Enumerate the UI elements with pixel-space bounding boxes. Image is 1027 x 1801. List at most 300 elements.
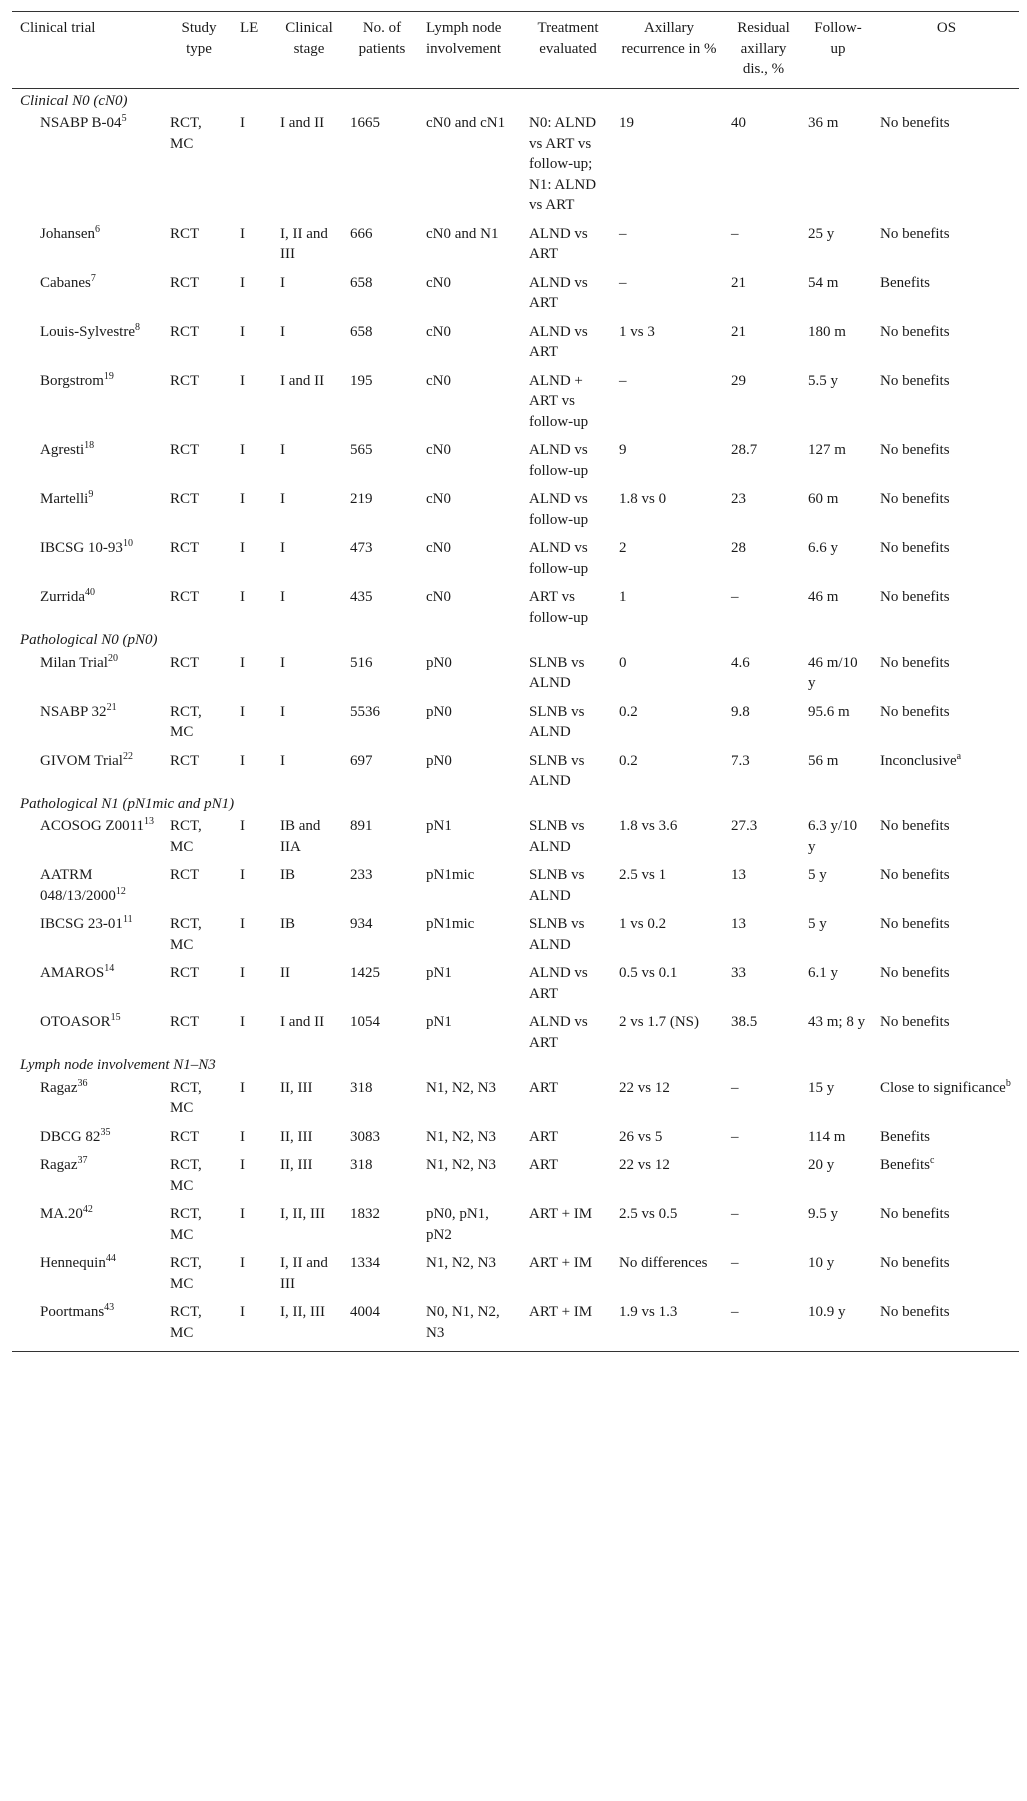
cell-study-type: RCT, MC (170, 818, 202, 855)
cell-treatment: ART + IM (523, 1294, 613, 1352)
cell-clinical-stage: I (280, 491, 285, 507)
cell-study-type: RCT (170, 1128, 200, 1145)
os-value: No benefits (880, 703, 950, 720)
cell-patients: 1665 (350, 115, 380, 131)
os-value: No benefits (880, 491, 950, 507)
cell-axillary-recurrence: 1.8 vs 0 (619, 491, 667, 507)
cell-clinical-stage: I and II (280, 115, 325, 131)
cell-os (874, 530, 1019, 579)
cell-axillary-recurrence: 1.9 vs 1.3 (613, 1294, 725, 1352)
cell-patients: 5536 (350, 703, 380, 720)
os-value: No benefits (880, 654, 950, 671)
cell-trial (12, 530, 164, 579)
cell-residual-disease: – (731, 1128, 739, 1145)
header-follow-up: Follow-up (802, 12, 874, 89)
cell-follow-up: 6.6 y (808, 540, 838, 556)
table-row (12, 651, 1019, 694)
cell-clinical-stage: I (280, 323, 285, 340)
cell-clinical-stage: I, II and III (280, 1255, 328, 1292)
cell-le: I (240, 703, 245, 720)
trial-name: ACOSOG Z0011 (40, 818, 145, 834)
cell-os (874, 955, 1019, 1004)
header-axillary-recurrence: Axillary recurrence in % (613, 12, 725, 89)
header-study-type: Study type (164, 12, 234, 89)
cell-treatment: ART (529, 1128, 559, 1145)
cell-study-type: RCT (170, 867, 200, 883)
cell-residual-disease: – (731, 589, 739, 605)
cell-clinical-stage: II, III (280, 1128, 313, 1145)
cell-le: I (240, 372, 245, 389)
cell-axillary-recurrence: 1.8 vs 3.6 (619, 818, 678, 834)
reference-number: 22 (122, 750, 133, 762)
cell-treatment: SLNB vs ALND (529, 818, 585, 855)
cell-follow-up: 180 m (808, 323, 846, 340)
header-clinical-trial: Clinical trial (12, 12, 164, 89)
cell-residual-disease: – (731, 1255, 739, 1271)
cell-trial (12, 743, 164, 792)
reference-number: 5 (121, 113, 127, 124)
cell-residual-disease: 29 (731, 372, 746, 389)
cell-residual-disease: 38.5 (731, 1014, 758, 1030)
cell-clinical-stage: I, II and III (280, 225, 328, 262)
cell-patients: 318 (350, 1157, 373, 1173)
cell-trial (12, 1076, 164, 1119)
section-header-row (12, 792, 1019, 815)
header-lymph-node-involvement: Lymph node involvement (420, 12, 523, 89)
reference-number: 10 (122, 538, 133, 549)
cell-treatment: ALND vs ART (529, 1014, 588, 1051)
table-row (12, 314, 1019, 363)
cell-study-type: RCT, MC (164, 1294, 234, 1352)
cell-lymph-node: pN0 (426, 752, 452, 769)
cell-clinical-stage: I and II (280, 372, 325, 389)
cell-follow-up: 60 m (808, 491, 839, 507)
cell-clinical-stage: I, II, III (274, 1294, 344, 1352)
trial-name: Poortmans (40, 1304, 105, 1320)
cell-clinical-stage: IB and IIA (280, 818, 321, 855)
cell-patients: 666 (350, 225, 373, 242)
cell-study-type: RCT, MC (170, 1255, 202, 1292)
cell-axillary-recurrence: 9 (619, 442, 627, 458)
cell-lymph-node: N1, N2, N3 (426, 1255, 496, 1271)
table-row (12, 111, 1019, 216)
cell-trial (12, 216, 164, 265)
cell-patients: 516 (350, 654, 373, 671)
cell-le: I (240, 1255, 245, 1271)
cell-clinical-stage: II, III (280, 1079, 313, 1096)
cell-clinical-stage: I (280, 703, 285, 720)
cell-follow-up: 95.6 m (808, 703, 850, 720)
reference-number: 6 (95, 223, 100, 235)
cell-residual-disease: 9.8 (731, 703, 750, 720)
cell-patients: 233 (350, 867, 373, 883)
cell-axillary-recurrence: 2 vs 1.7 (NS) (619, 1014, 700, 1030)
cell-study-type: RCT, MC (170, 1079, 202, 1116)
cell-os (874, 579, 1019, 628)
cell-os (874, 1076, 1019, 1119)
cell-le: I (234, 1294, 274, 1352)
trial-name: NSABP B-04 (40, 115, 122, 131)
os-value: No benefits (880, 867, 950, 883)
cell-study-type: RCT (170, 442, 200, 458)
cell-study-type: RCT, MC (170, 115, 202, 152)
cell-treatment: ART (529, 1157, 559, 1173)
cell-trial (12, 111, 164, 216)
table-body (12, 88, 1019, 1352)
cell-axillary-recurrence: 22 vs 12 (619, 1157, 670, 1173)
cell-follow-up: 36 m (808, 115, 839, 131)
reference-number: 19 (103, 370, 114, 382)
cell-follow-up: 54 m (808, 274, 839, 291)
trial-name: AATRM 048/13/2000 (40, 867, 116, 904)
cell-follow-up: 6.1 y (808, 965, 838, 981)
cell-le: I (240, 654, 245, 671)
cell-axillary-recurrence: 2.5 vs 0.5 (619, 1206, 678, 1222)
cell-os (874, 857, 1019, 906)
cell-lymph-node: cN0 (426, 323, 451, 340)
cell-axillary-recurrence: – (619, 274, 627, 291)
cell-treatment: SLNB vs ALND (529, 916, 585, 953)
cell-le: I (240, 115, 245, 131)
os-value: No benefits (880, 225, 950, 242)
cell-os (874, 743, 1019, 792)
cell-residual-disease: 23 (731, 491, 746, 507)
cell-study-type: RCT, MC (170, 1157, 202, 1194)
cell-os (874, 481, 1019, 530)
section-title: Pathological N1 (pN1mic and pN1) (20, 795, 235, 812)
reference-number: 40 (84, 587, 95, 598)
cell-clinical-stage: I (280, 752, 285, 769)
cell-clinical-stage: IB (280, 916, 295, 932)
reference-number: 8 (135, 321, 140, 333)
table-row (12, 955, 1019, 1004)
cell-patients: 934 (350, 916, 373, 932)
table-row (12, 1294, 1019, 1352)
os-footnote-marker: c (930, 1155, 935, 1166)
cell-trial (12, 955, 164, 1004)
table-row (12, 1119, 1019, 1148)
cell-lymph-node: pN0 (426, 703, 452, 720)
cell-follow-up: 5 y (808, 867, 827, 883)
header-no-of-patients: No. of patients (344, 12, 420, 89)
reference-number: 43 (104, 1302, 115, 1313)
cell-os (874, 265, 1019, 314)
cell-trial (12, 314, 164, 363)
cell-residual-disease: 7.3 (731, 752, 750, 769)
cell-study-type: RCT (170, 225, 200, 242)
cell-os (874, 363, 1019, 433)
cell-lymph-node: cN0 (426, 491, 451, 507)
cell-patients: 658 (350, 274, 373, 291)
table-row (12, 1196, 1019, 1245)
reference-number: 11 (122, 914, 133, 925)
os-value: No benefits (880, 372, 950, 389)
section-title: Lymph node involvement N1–N3 (20, 1057, 216, 1073)
section-title: Pathological N0 (pN0) (20, 632, 158, 648)
cell-treatment: SLNB vs ALND (529, 703, 585, 740)
section-header-row (12, 88, 1019, 111)
cell-treatment: SLNB vs ALND (529, 867, 585, 904)
cell-os (874, 1245, 1019, 1294)
cell-follow-up: 56 m (808, 752, 839, 769)
cell-lymph-node: N1, N2, N3 (426, 1079, 496, 1096)
cell-residual-disease: 13 (731, 916, 746, 932)
trial-name: AMAROS (40, 965, 105, 981)
cell-os (874, 814, 1019, 857)
cell-lymph-node: cN0 and N1 (426, 225, 499, 242)
cell-treatment: SLNB vs ALND (529, 654, 585, 691)
cell-trial (12, 1196, 164, 1245)
cell-residual-disease: – (731, 1206, 739, 1222)
cell-follow-up: 6.3 y/10 y (808, 818, 858, 855)
cell-treatment: ART (529, 1079, 559, 1096)
cell-axillary-recurrence: No differences (619, 1255, 708, 1271)
cell-lymph-node: pN1mic (426, 916, 475, 932)
cell-axillary-recurrence: 1 vs 0.2 (619, 916, 667, 932)
reference-number: 9 (88, 489, 94, 500)
os-value: No benefits (880, 323, 950, 340)
table-row (12, 265, 1019, 314)
cell-residual-disease: – (731, 225, 739, 242)
cell-residual-disease: 21 (731, 323, 746, 340)
cell-le: I (240, 1079, 245, 1096)
reference-number: 37 (77, 1155, 88, 1166)
cell-lymph-node: cN0 (426, 442, 451, 458)
reference-number: 13 (144, 816, 155, 827)
cell-axillary-recurrence: 2 (619, 540, 627, 556)
cell-axillary-recurrence: 0.2 (619, 703, 638, 720)
table-row (12, 906, 1019, 955)
cell-le: I (240, 867, 245, 883)
cell-lymph-node: pN1 (426, 818, 452, 834)
cell-treatment: ALND vs ART (529, 225, 588, 262)
cell-residual-disease: – (731, 1079, 739, 1096)
cell-le: I (240, 752, 245, 769)
cell-study-type: RCT (170, 274, 200, 291)
cell-patients: 219 (350, 491, 373, 507)
cell-residual-disease: 40 (731, 115, 746, 131)
reference-number: 7 (90, 272, 96, 284)
cell-follow-up: 43 m; 8 y (808, 1014, 866, 1030)
cell-lymph-node: N0, N1, N2, N3 (420, 1294, 523, 1352)
cell-study-type: RCT (170, 491, 200, 507)
cell-lymph-node: cN0 (426, 274, 451, 291)
trial-name: DBCG 82 (40, 1128, 101, 1145)
header-row (12, 12, 1019, 89)
cell-clinical-stage: I, II, III (280, 1206, 325, 1222)
reference-number: 21 (106, 701, 117, 713)
cell-treatment: N0: ALND vs ART vs follow-up; N1: ALND vs ART (529, 115, 597, 213)
cell-follow-up: 9.5 y (808, 1206, 838, 1222)
cell-treatment: ALND vs ART (529, 323, 588, 360)
cell-treatment: ART + IM (529, 1255, 593, 1271)
table-row (12, 1245, 1019, 1294)
cell-os (874, 1196, 1019, 1245)
trial-name: IBCSG 23-01 (40, 916, 123, 932)
cell-axillary-recurrence: 1 (619, 589, 627, 605)
cell-patients: 195 (350, 372, 373, 389)
os-value: No benefits (880, 916, 950, 932)
cell-le: I (240, 323, 245, 340)
cell-patients: 697 (350, 752, 373, 769)
cell-lymph-node: cN0 (426, 372, 451, 389)
trial-name: IBCSG 10-93 (40, 540, 123, 556)
cell-axillary-recurrence: 0.5 vs 0.1 (619, 965, 678, 981)
table-row (12, 814, 1019, 857)
header-treatment-evaluated: Treatment evaluated (523, 12, 613, 89)
cell-treatment: ALND vs follow-up (529, 491, 589, 528)
cell-trial (12, 265, 164, 314)
cell-treatment: ALND vs ART (529, 274, 588, 311)
cell-os (874, 111, 1019, 216)
cell-patients: 658 (350, 323, 373, 340)
table-row (12, 579, 1019, 628)
cell-le: I (240, 1128, 245, 1145)
cell-residual-disease: 33 (731, 965, 746, 981)
cell-treatment: ALND vs follow-up (529, 442, 589, 479)
trial-name: Borgstrom (40, 372, 104, 389)
table-row (12, 363, 1019, 433)
cell-os (874, 432, 1019, 481)
os-value: No benefits (880, 115, 950, 131)
os-value: Benefits (880, 274, 930, 291)
cell-lymph-node: cN0 (426, 589, 451, 605)
os-value: No benefits (880, 1304, 950, 1320)
cell-follow-up: 10 y (808, 1255, 835, 1271)
cell-clinical-stage: I and II (280, 1014, 325, 1030)
cell-lymph-node: pN0 (426, 654, 452, 671)
cell-trial (12, 857, 164, 906)
cell-patients: 1425 (350, 965, 380, 981)
cell-os (874, 1119, 1019, 1148)
cell-trial (12, 363, 164, 433)
cell-os (874, 694, 1019, 743)
os-value: No benefits (880, 818, 950, 834)
trial-name: Agresti (40, 442, 85, 458)
cell-clinical-stage: I (280, 540, 285, 556)
cell-residual-disease: 28.7 (731, 442, 758, 458)
os-value: Inconclusive (880, 752, 957, 769)
cell-lymph-node: cN0 and cN1 (426, 115, 506, 131)
cell-trial (12, 814, 164, 857)
reference-number: 42 (82, 1204, 93, 1215)
cell-patients: 435 (350, 589, 373, 605)
cell-treatment: ART vs follow-up (529, 589, 589, 626)
os-value: No benefits (880, 589, 950, 605)
cell-trial (12, 694, 164, 743)
cell-study-type: RCT (170, 323, 200, 340)
cell-os (874, 651, 1019, 694)
cell-patients: 473 (350, 540, 373, 556)
cell-clinical-stage: I (280, 589, 285, 605)
trial-name: Hennequin (40, 1255, 106, 1271)
cell-lymph-node: N1, N2, N3 (426, 1128, 496, 1145)
trial-name: Cabanes (40, 274, 91, 291)
cell-le: I (240, 589, 245, 605)
cell-le: I (240, 1206, 245, 1222)
section-header-row (12, 628, 1019, 651)
table-row (12, 1147, 1019, 1196)
cell-treatment: ALND + ART vs follow-up (529, 372, 589, 430)
trial-name: NSABP 32 (40, 703, 107, 720)
cell-treatment: ART + IM (529, 1206, 593, 1222)
trial-name: MA.20 (40, 1206, 83, 1222)
cell-axillary-recurrence: 22 vs 12 (619, 1079, 670, 1096)
cell-lymph-node: pN0, pN1, pN2 (426, 1206, 489, 1243)
cell-le: I (240, 274, 245, 291)
reference-number: 15 (110, 1012, 121, 1023)
header-le: LE (234, 12, 274, 89)
trial-name: Ragaz (40, 1157, 78, 1173)
trial-name: GIVOM Trial (40, 752, 123, 769)
trial-name: Louis-Sylvestre (40, 323, 135, 340)
cell-axillary-recurrence: 26 vs 5 (619, 1128, 663, 1145)
table-row (12, 432, 1019, 481)
cell-follow-up: 15 y (808, 1079, 835, 1096)
table-row (12, 743, 1019, 792)
cell-clinical-stage: II (280, 965, 290, 981)
cell-clinical-stage: I (280, 654, 285, 671)
cell-study-type: RCT (170, 965, 200, 981)
cell-follow-up: 114 m (808, 1128, 846, 1145)
reference-number: 12 (115, 885, 126, 897)
cell-trial (12, 579, 164, 628)
cell-patients: 318 (350, 1079, 373, 1096)
cell-os (874, 1147, 1019, 1196)
cell-patients: 4004 (344, 1294, 420, 1352)
cell-os (874, 314, 1019, 363)
cell-os (874, 1004, 1019, 1053)
cell-axillary-recurrence: 1 vs 3 (619, 323, 655, 340)
cell-follow-up: 25 y (808, 225, 835, 242)
cell-axillary-recurrence: – (619, 372, 627, 389)
cell-lymph-node: cN0 (426, 540, 451, 556)
table-row (12, 1076, 1019, 1119)
os-value: Benefits (880, 1157, 930, 1173)
cell-le: I (240, 540, 245, 556)
reference-number: 35 (100, 1126, 111, 1138)
reference-number: 36 (77, 1077, 88, 1089)
cell-follow-up: 20 y (808, 1157, 835, 1173)
cell-axillary-recurrence: 19 (619, 115, 634, 131)
cell-os (874, 906, 1019, 955)
cell-lymph-node: pN1 (426, 965, 452, 981)
cell-patients: 1054 (350, 1014, 380, 1030)
cell-follow-up: 5 y (808, 916, 827, 932)
trials-table-container (12, 11, 1019, 1352)
cell-patients: 1832 (350, 1206, 380, 1222)
cell-axillary-recurrence: 2.5 vs 1 (619, 867, 667, 883)
section-header-row (12, 1053, 1019, 1076)
clinical-trials-table (12, 11, 1019, 1352)
cell-patients: 891 (350, 818, 373, 834)
reference-number: 44 (105, 1253, 116, 1264)
trial-name: Milan Trial (40, 654, 108, 671)
trial-name: OTOASOR (40, 1014, 111, 1030)
cell-study-type: RCT, MC (170, 703, 202, 740)
cell-le: I (240, 965, 245, 981)
cell-patients: 3083 (350, 1128, 380, 1145)
cell-le: I (240, 225, 245, 242)
cell-trial (12, 1004, 164, 1053)
cell-trial (12, 1245, 164, 1294)
cell-axillary-recurrence: 0.2 (619, 752, 638, 769)
cell-residual-disease: 21 (731, 274, 746, 291)
reference-number: 18 (84, 440, 95, 451)
table-row (12, 857, 1019, 906)
cell-patients: 565 (350, 442, 373, 458)
cell-study-type: RCT, MC (170, 1206, 202, 1243)
